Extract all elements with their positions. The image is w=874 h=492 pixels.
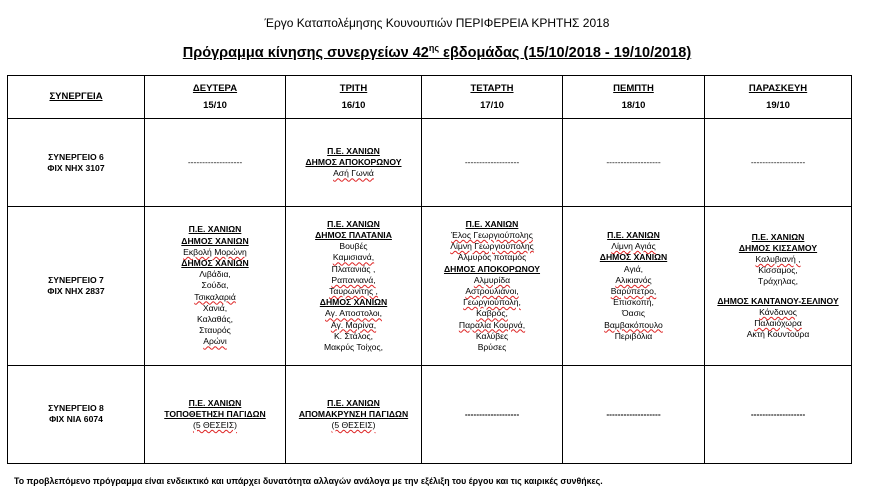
cell-line: Αγιά,	[623, 263, 644, 274]
schedule-cell-friday	[705, 207, 852, 365]
cell-line: Εκβολή Μορώνη	[183, 246, 247, 257]
day-date: 18/10	[621, 100, 646, 112]
cell-line: Καλυβιανή ,	[755, 254, 801, 265]
day-header-friday	[705, 76, 852, 119]
cell-line: Σταυρός	[199, 325, 231, 336]
cell-line: Αγ. Αποστολοι,	[325, 308, 382, 319]
schedule-cell-thursday	[563, 207, 705, 365]
day-name: ΠΕΜΠΤΗ	[613, 82, 654, 94]
cell-line: (5 ΘΕΣΕΙΣ)	[331, 419, 376, 430]
cell-line: Αστρουλιάνοι,	[465, 286, 519, 297]
cell-line: Έλος Γεωργιούπολης	[451, 230, 533, 241]
cell-line: Π.Ε. ΧΑΝΙΩΝ	[751, 231, 805, 242]
day-name: ΤΕΤΑΡΤΗ	[470, 82, 514, 94]
crew-plate: ΦΙΧ ΝΗΧ 2837	[47, 286, 105, 297]
schedule-cell-tuesday	[286, 119, 422, 207]
table-row-crew-6	[8, 119, 852, 207]
cell-line: Κάνδανος	[759, 306, 797, 317]
cell-line: Περιβόλια	[614, 330, 653, 341]
cell-line: ΔΗΜΟΣ ΑΠΟΚΟΡΩΝΟΥ	[305, 157, 402, 168]
schedule-cell-monday	[145, 207, 286, 365]
title-main: Πρόγραμμα κίνησης συνεργείων 42	[182, 44, 429, 61]
cell-line: ΔΗΜΟΣ ΚΑΝΤΑΝΟΥ-ΣΕΛΙΝΟΥ	[717, 295, 839, 306]
schedule-cell-thursday: -------------------	[563, 365, 705, 463]
cell-line: Παραλία Κουρνά,	[458, 319, 526, 330]
cell-line: Λιβάδια,	[199, 269, 231, 280]
crew-cell	[8, 365, 145, 463]
cell-line: Αλικιανός	[615, 274, 652, 285]
day-header-tuesday	[286, 76, 422, 119]
schedule-cell-tuesday	[286, 365, 422, 463]
cell-line: Βρύσες	[477, 342, 507, 353]
cell-line: Λίμνη Αγιάς	[611, 241, 656, 252]
cell-line: Π.Ε. ΧΑΝΙΩΝ	[188, 397, 242, 408]
cell-line: (5 ΘΕΣΕΙΣ)	[192, 419, 238, 430]
cell-line: Όασις	[622, 308, 645, 319]
cell-line: Παλαιόχωρα	[754, 318, 802, 329]
crew-cell	[8, 207, 145, 365]
schedule-table	[7, 75, 852, 464]
schedule-cell-friday: -------------------	[705, 119, 852, 207]
cell-line: Αγ. Μαρίνα,	[330, 319, 377, 330]
cell-line: Αλμυρίδα	[473, 274, 511, 285]
cell-line: ΑΠΟΜΑΚΡΥΝΣΗ ΠΑΓΙΔΩΝ	[298, 408, 409, 419]
crew-name: ΣΥΝΕΡΓΕΙΟ 8	[48, 403, 104, 414]
cell-line: Καλαθάς,	[196, 314, 233, 325]
cell-line: ΔΗΜΟΣ ΠΛΑΤΑΝΙΑ	[315, 230, 392, 241]
crew-cell	[8, 119, 145, 207]
table-header-row	[8, 76, 852, 119]
cell-line: ΤΟΠΟΘΕΤΗΣΗ ΠΑΓΙΔΩΝ	[164, 408, 266, 419]
cell-line: Τράχηλας,	[757, 276, 799, 287]
cell-line: Τσικαλαριά	[194, 291, 236, 302]
title-tail: εβδομάδας (15/10/2018 - 19/10/2018)	[439, 44, 692, 61]
table-row-crew-8	[8, 365, 852, 463]
cell-line: ΔΗΜΟΣ ΧΑΝΙΩΝ	[599, 252, 668, 263]
cell-line: Ασή Γωνιά	[333, 168, 374, 179]
schedule-cell-thursday: -------------------	[563, 119, 705, 207]
cell-line: Κίσσαμος,	[758, 265, 798, 276]
cell-line: ΔΗΜΟΣ ΧΑΝΙΩΝ	[181, 258, 249, 269]
schedule-cell-wednesday: -------------------	[422, 365, 563, 463]
document-header: Έργο Καταπολέμησης Κουνουπιών ΠΕΡΙΦΕΡΕΙΑ ΚΡΗΤΗΣ 2018	[264, 16, 610, 30]
crew-plate: ΦΙΧ ΝΙΑ 6074	[49, 414, 103, 425]
cell-line: Π.Ε. ΧΑΝΙΩΝ	[607, 230, 660, 241]
cell-line: Π.Ε. ΧΑΝΙΩΝ	[327, 145, 380, 156]
cell-line: Π.Ε. ΧΑΝΙΩΝ	[327, 397, 380, 408]
cell-line: Βαμβακόπουλο	[604, 319, 663, 330]
day-date: 17/10	[480, 100, 504, 112]
schedule-cell-wednesday: -------------------	[422, 119, 563, 207]
crews-header-label: ΣΥΝΕΡΓΕΙΑ	[49, 91, 103, 103]
schedule-cell-friday: -------------------	[705, 365, 852, 463]
cell-line: Π.Ε. ΧΑΝΙΩΝ	[327, 218, 380, 229]
crew-plate: ΦΙΧ ΝΗΧ 3107	[47, 162, 105, 173]
day-header-monday	[145, 76, 286, 119]
crews-column-header	[8, 76, 145, 119]
cell-line: Μακρύς Τοίχος,	[324, 342, 383, 353]
cell-line: Π.Ε. ΧΑΝΙΩΝ	[465, 218, 519, 229]
day-name: ΠΑΡΑΣΚΕΥΗ	[748, 82, 808, 94]
footnote: Το προβλεπόμενο πρόγραμμα είναι ενδεικτικό και υπάρχει δυνατότητα αλλαγών ανάλογα με την εξέλιξη του έργου και τις καιρικές συνθήκες.	[14, 476, 603, 486]
day-name: ΔΕΥΤΕΡΑ	[192, 82, 238, 94]
cell-line: Βαρύπετρο,	[610, 286, 657, 297]
cell-line: ΔΗΜΟΣ ΧΑΝΙΩΝ	[181, 235, 249, 246]
cell-line: Λίμνη Γεωργιούπολης	[450, 241, 534, 252]
title-superscript: ης	[428, 43, 440, 53]
cell-line: Ακτή Κουντούρα	[746, 329, 810, 340]
crew-name: ΣΥΝΕΡΓΕΙΟ 6	[48, 151, 104, 162]
cell-line: Καμισιανά,	[332, 252, 375, 263]
day-header-wednesday	[422, 76, 563, 119]
schedule-cell-wednesday	[422, 207, 563, 365]
schedule-cell-monday: -------------------	[145, 119, 286, 207]
day-date: 19/10	[766, 100, 790, 112]
crew-name: ΣΥΝΕΡΓΕΙΟ 7	[48, 274, 104, 285]
schedule-title	[0, 43, 874, 61]
cell-line: ΔΗΜΟΣ ΧΑΝΙΩΝ	[319, 297, 388, 308]
cell-line: Ραπανιανά,	[331, 274, 376, 285]
table-row-crew-7	[8, 207, 852, 365]
cell-line: Καλύβες	[475, 330, 509, 341]
day-date: 15/10	[203, 100, 227, 112]
cell-line: Σούδα,	[201, 280, 229, 291]
cell-line: Κ. Στάλος,	[333, 330, 374, 341]
cell-line: Επισκοπή,	[613, 297, 654, 308]
cell-line: Αρώνι	[203, 336, 227, 347]
day-header-thursday	[563, 76, 705, 119]
cell-line: Π.Ε. ΧΑΝΙΩΝ	[188, 224, 242, 235]
cell-line: ΔΗΜΟΣ ΑΠΟΚΟΡΩΝΟΥ	[443, 263, 541, 274]
cell-line: Γεωργιούπολη,	[463, 297, 521, 308]
cell-line: Βουβές	[339, 241, 368, 252]
day-name: ΤΡΙΤΗ	[339, 82, 368, 94]
day-date: 16/10	[341, 100, 366, 112]
cell-line: Αλμυρός ποταμός	[457, 252, 527, 263]
cell-line: Χανιά,	[202, 302, 228, 313]
schedule-cell-tuesday	[286, 207, 422, 365]
cell-line: ΔΗΜΟΣ ΚΙΣΣΑΜΟΥ	[738, 242, 818, 253]
schedule-cell-monday	[145, 365, 286, 463]
cell-line: Πλατανιάς ,	[331, 263, 376, 274]
cell-line: Ταυρωνίτης ,	[329, 286, 378, 297]
cell-line: Καβρός,	[476, 308, 508, 319]
